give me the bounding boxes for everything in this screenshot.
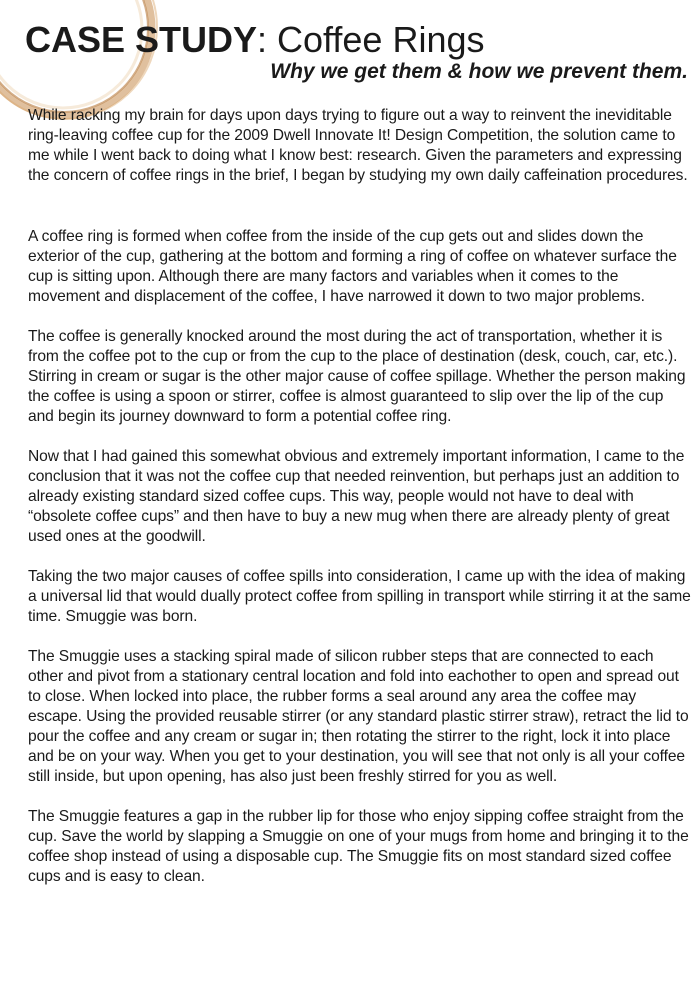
title-bold: CASE STUDY <box>25 19 258 60</box>
page-subtitle: Why we get them & how we prevent them. <box>270 60 688 83</box>
paragraph-how-it-works: The Smuggie uses a stacking spiral made of silicon rubber steps that are connected to each other and pivot from a stationary central location and fold into eachother to open and spread out to close. When locked into place, the rubber forms a seal around any area the coffee may escape. Using the provided reusable stirrer (or any standard plastic stirrer straw), retract the lid to pour the coffee and any cream or sugar in; then rotating the stirrer to the right, lock it into place and be on your way. When you get to your destination, you will see that not only is all your coffee still inside, but upon opening, has also just been freshly stirred for you as well. <box>28 648 689 785</box>
article-body <box>28 106 692 887</box>
paragraph-ring-formation: A coffee ring is formed when coffee from the inside of the cup gets out and slides down the exterior of the cup, gathering at the bottom and forming a ring of coffee on whatever surface the cup is sitting upon. Although there are many factors and variables when it comes to the movement and displacement of the coffee, I have narrowed it down to two major problems. <box>28 228 677 305</box>
page-title <box>25 18 485 62</box>
paragraph-causes: The coffee is generally knocked around the most during the act of transportation, whether it is from the coffee pot to the cup or from the cup to the place of destination (desk, couch, car, etc.). Stirring in cream or sugar is the other major cause of coffee spillage. Whether the person making the coffee is using a spoon or stirrer, coffee is almost guaranteed to slip over the lip of the cup and begin its journey downward to form a potential coffee ring. <box>28 328 686 425</box>
title-rest: : Coffee Rings <box>257 19 485 60</box>
paragraph-intro: While racking my brain for days upon days trying to figure out a way to reinvent the ineviditable ring-leaving coffee cup for the 2009 Dwell Innovate It! Design Competition, the solution came to me while I went back to doing what I know best: research. Given the parameters and expressing the concern of coffee rings in the brief, I began by studying my own daily caffeination procedures. <box>28 107 688 184</box>
paragraph-features: The Smuggie features a gap in the rubber lip for those who enjoy sipping coffee straight from the cup. Save the world by slapping a Smuggie on one of your mugs from home and bringing it to the coffee shop instead of using a disposable cup. The Smuggie fits on most standard sized coffee cups and is easy to clean. <box>28 808 689 885</box>
paragraph-conclusion: Now that I had gained this somewhat obvious and extremely important information, I came to the conclusion that it was not the coffee cup that needed reinvention, but perhaps just an addition to already existing standard sized coffee cups. This way, people would not have to deal with “obsolete coffee cups” and then have to buy a new mug when there are already plenty of great used ones at the goodwill. <box>28 448 685 545</box>
paragraph-solution: Taking the two major causes of coffee spills into consideration, I came up with the idea of making a universal lid that would dually protect coffee from spilling in transport while stirring it at the same time. Smuggie was born. <box>28 568 691 625</box>
